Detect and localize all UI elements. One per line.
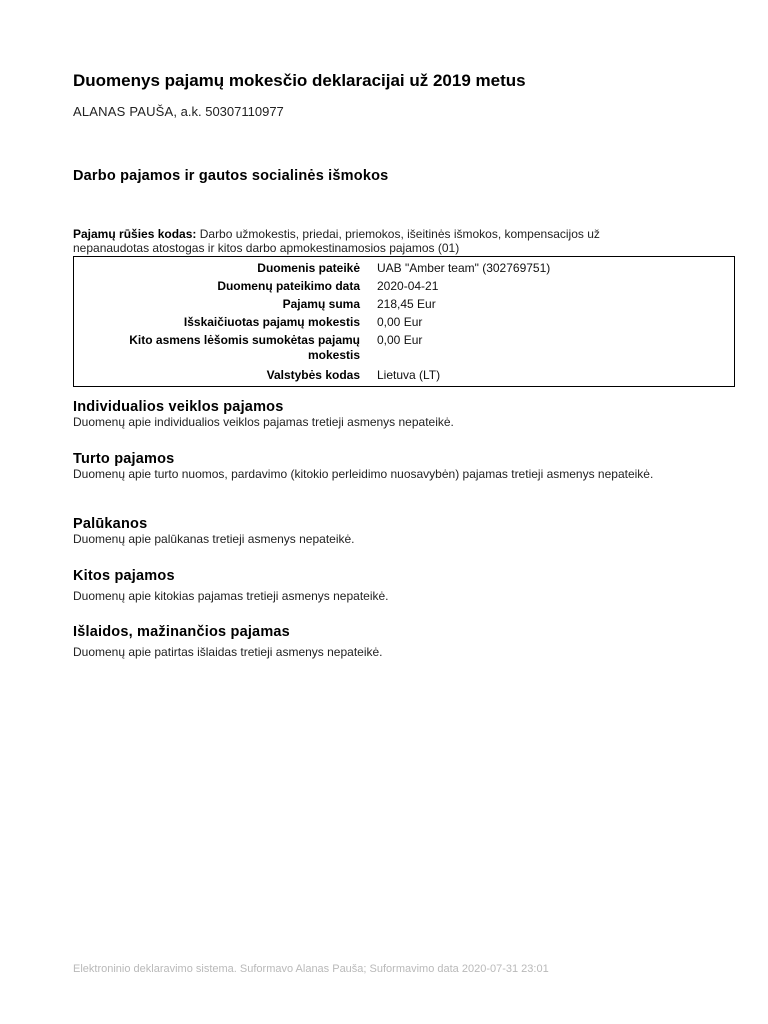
income-type-code-value: Darbo užmokestis, priedai, priemokos, išeitinės išmokos, kompensacijos už nepanaudotas atostogas ir kitos darbo apmokestinamosios pajamos (01) xyxy=(73,227,600,255)
section-heading: Išlaidos, mažinančios pajamas xyxy=(73,624,290,640)
section-heading: Individualios veiklos pajamos xyxy=(73,399,284,415)
footer-note: Elektroninio deklaravimo sistema. Suformavo Alanas Pauša; Suformavimo data 2020-07-31 23:01 xyxy=(73,963,549,975)
detail-label: Išskaičiuotas pajamų mokestis xyxy=(183,315,360,329)
section-text: Duomenų apie individualios veiklos pajamas tretieji asmenys nepateikė. xyxy=(73,415,454,429)
detail-label: Duomenis pateikė xyxy=(257,261,360,275)
person-info xyxy=(73,104,284,119)
person-id: , a.k. 50307110977 xyxy=(173,104,284,119)
income-type-code xyxy=(73,228,673,255)
detail-label: Valstybės kodas xyxy=(266,368,360,382)
detail-value: Lietuva (LT) xyxy=(377,368,441,382)
detail-value: 0,00 Eur xyxy=(377,315,423,329)
detail-value: 218,45 Eur xyxy=(377,297,436,311)
employment-details-table xyxy=(73,256,735,387)
detail-value: UAB "Amber team" (302769751) xyxy=(377,261,551,275)
section-text: Duomenų apie palūkanas tretieji asmenys nepateikė. xyxy=(73,532,355,546)
section-heading: Kitos pajamos xyxy=(73,568,175,584)
employment-heading: Darbo pajamos ir gautos socialinės išmokos xyxy=(73,168,389,184)
document-title: Duomenys pajamų mokesčio deklaracijai už 2019 metus xyxy=(73,71,526,90)
section-text: Duomenų apie kitokias pajamas tretieji asmenys nepateikė. xyxy=(73,589,389,603)
detail-value: 2020-04-21 xyxy=(377,279,439,293)
section-heading: Palūkanos xyxy=(73,516,148,532)
section-text: Duomenų apie turto nuomos, pardavimo (kitokio perleidimo nuosavybėn) pajamas tretieji asmenys nepateikė. xyxy=(73,467,654,481)
detail-label: Pajamų suma xyxy=(282,297,360,311)
section-text: Duomenų apie patirtas išlaidas tretieji asmenys nepateikė. xyxy=(73,645,383,659)
detail-value: 0,00 Eur xyxy=(377,333,423,347)
detail-label: Kito asmens lėšomis sumokėtas pajamų mokestis xyxy=(129,333,360,362)
person-name: ALANAS PAUŠA xyxy=(73,104,174,119)
section-heading: Turto pajamos xyxy=(73,451,175,467)
income-type-code-label: Pajamų rūšies kodas: xyxy=(73,227,197,241)
detail-label: Duomenų pateikimo data xyxy=(217,279,360,293)
